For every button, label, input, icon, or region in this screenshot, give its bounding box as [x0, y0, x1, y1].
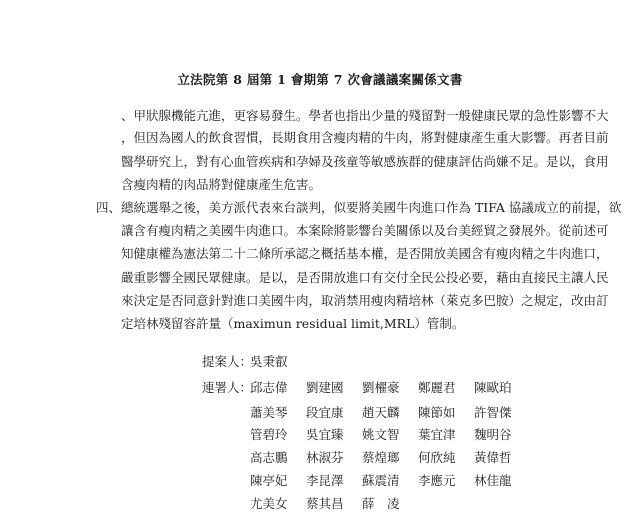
paragraph-4-line: 嚴重影響全國民眾健康。是以，是否開放進口有交付全民公投必要，藉由直接民主讓人民 [121, 270, 609, 285]
paragraph-3-line: 含瘦肉精的肉品將對健康產生危害。 [121, 177, 322, 192]
cosigner-name: 林淑芬 [306, 450, 344, 465]
cosigner-name: 吳宜臻 [306, 427, 344, 442]
sponsor-label: 提案人： [202, 354, 253, 369]
cosigner-name: 段宜康 [306, 405, 344, 420]
cosigner-name: 林佳龍 [474, 473, 512, 488]
cosigner-name: 劉建國 [306, 380, 344, 395]
cosigner-name: 許智傑 [474, 405, 512, 420]
cosigner-name: 蔡煌瑯 [362, 450, 400, 465]
page-header: 立法院第 8 屆第 1 會期第 7 次會議議案關係文書 [177, 72, 463, 87]
cosigner-name: 李昆澤 [306, 473, 344, 488]
cosign-label: 連署人： [202, 380, 253, 395]
cosigner-name: 陳亭妃 [250, 473, 288, 488]
cosigner-name: 姚文智 [362, 427, 400, 442]
paragraph-3-line: ，但因為國人的飲食習慣，長期食用含瘦肉精的牛肉，將對健康產生重大影響。再者目前 [121, 130, 609, 145]
cosigner-name: 鄭麗君 [418, 380, 456, 395]
cosigner-name: 蔡其昌 [306, 496, 344, 511]
cosigner-name: 蕭美琴 [250, 405, 288, 420]
cosigner-name: 魏明谷 [474, 427, 512, 442]
paragraph-3-line: 醫學研究上，對有心血管疾病和孕婦及孩童等敏感族群的健康評估尚嫌不足。是以，食用 [121, 154, 609, 169]
cosigner-name: 黃偉哲 [474, 450, 512, 465]
cosigner-name: 高志鵬 [250, 450, 288, 465]
paragraph-4-line: 知健康權為憲法第二十二條所承認之概括基本權，是否開放美國含有瘦肉精之牛肉進口， [121, 246, 609, 261]
cosigner-name: 趙天麟 [362, 405, 400, 420]
cosigner-name: 邱志偉 [250, 380, 288, 395]
cosigner-name: 劉櫂豪 [362, 380, 400, 395]
cosigner-name: 葉宜津 [418, 427, 456, 442]
paragraph-4-line: 定培林殘留容許量（maximun residual limit,MRL）管制。 [121, 316, 465, 331]
cosigner-name: 管碧玲 [250, 427, 288, 442]
cosigner-name: 陳歐珀 [474, 380, 512, 395]
paragraph-4-line: 四、總統選舉之後，美方派代表來台談判，似要將美國牛肉進口作為 TIFA 協議成立的前提，欲 [96, 200, 622, 215]
cosigner-name: 何欣純 [418, 450, 456, 465]
cosigner-name: 李應元 [418, 473, 456, 488]
paragraph-4-line: 來決定是否同意針對進口美國牛肉，取消禁用瘦肉精培林（萊克多巴胺）之規定，改由訂 [121, 293, 609, 308]
cosigner-name: 陳節如 [418, 405, 456, 420]
cosigner-name: 薛 凌 [362, 496, 400, 511]
cosigner-name: 蘇震清 [362, 473, 400, 488]
cosigner-name: 尤美女 [250, 496, 288, 511]
sponsor-name: 吳秉叡 [250, 354, 288, 369]
paragraph-4-line: 讓含有瘦肉精之美國牛肉進口。本案除將影響台美關係以及台美經貿之發展外。從前述可 [121, 223, 609, 238]
paragraph-3-line: 、甲狀腺機能亢進，更容易發生。學者也指出少量的殘留對一般健康民眾的急性影響不大 [121, 108, 609, 123]
